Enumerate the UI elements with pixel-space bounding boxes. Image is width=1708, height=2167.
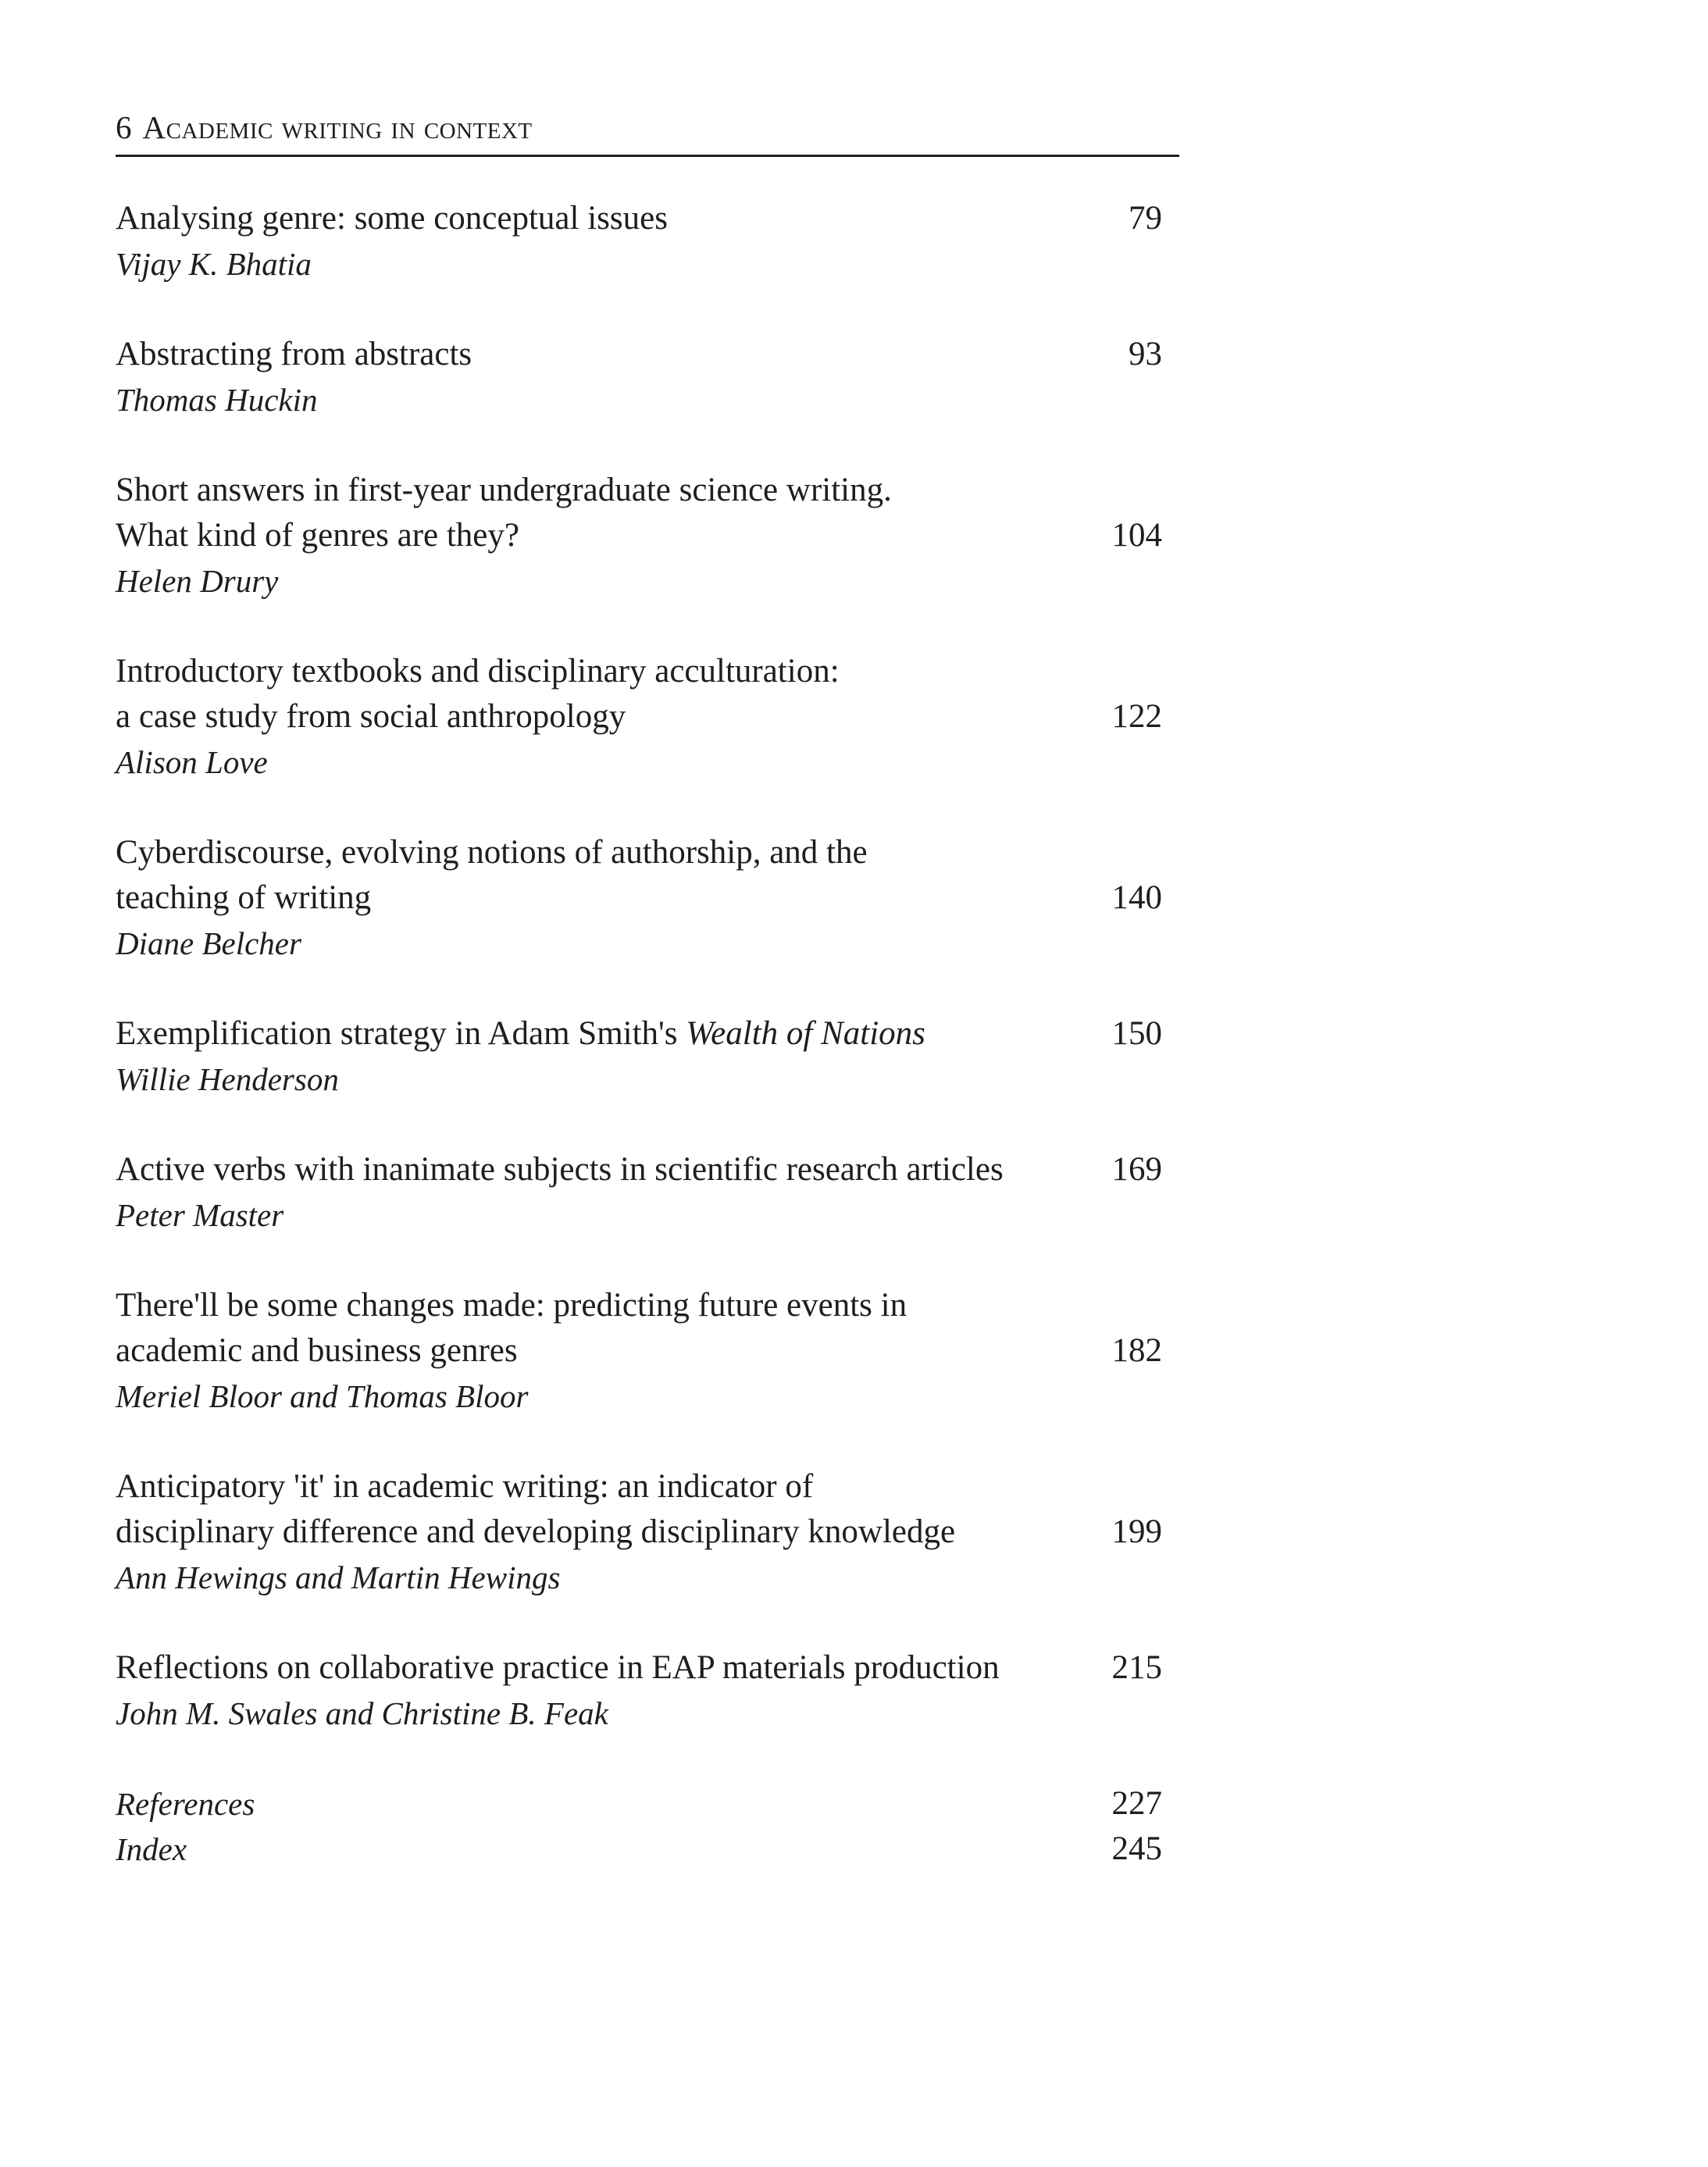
toc-entry[interactable] xyxy=(116,196,1162,287)
toc-entry[interactable] xyxy=(116,1283,1162,1419)
toc-back-matter-label: References xyxy=(116,1786,255,1822)
toc-title-line: Introductory textbooks and disciplinary acculturation: xyxy=(116,653,840,690)
toc-title-line: disciplinary difference and developing disciplinary knowledge xyxy=(116,1513,956,1550)
toc-page-number: 104 xyxy=(1111,517,1162,554)
toc-title-line: Analysing genre: some conceptual issues xyxy=(116,200,668,237)
page-number: 6 xyxy=(116,109,132,145)
toc-page-number: 93 xyxy=(1129,336,1162,372)
toc-page-number: 182 xyxy=(1111,1332,1162,1369)
running-head xyxy=(116,109,1179,157)
toc-entry[interactable] xyxy=(116,1645,1162,1736)
toc-page xyxy=(116,109,1179,1872)
toc-title-line: Anticipatory 'it' in academic writing: an indicator of xyxy=(116,1468,814,1505)
toc-page-number: 140 xyxy=(1111,879,1162,916)
toc-page-number: 227 xyxy=(1111,1785,1162,1822)
toc-title-line: a case study from social anthropology xyxy=(116,698,626,735)
toc-author: Ann Hewings and Martin Hewings xyxy=(116,1559,561,1595)
toc-author: Willie Henderson xyxy=(116,1061,339,1097)
toc-page-number: 150 xyxy=(1111,1015,1162,1052)
toc-entry[interactable] xyxy=(116,332,1162,422)
toc-entry-references[interactable] xyxy=(116,1781,1162,1827)
toc-title-line: Active verbs with inanimate subjects in scientific research articles xyxy=(116,1151,1004,1188)
toc-entry[interactable] xyxy=(116,1011,1162,1102)
toc-title-line: What kind of genres are they? xyxy=(116,517,519,554)
toc-title-line: Short answers in first-year undergraduate science writing. xyxy=(116,472,892,508)
toc-entry[interactable] xyxy=(116,649,1162,785)
toc-author: Peter Master xyxy=(116,1197,284,1233)
toc-entry[interactable] xyxy=(116,1147,1162,1238)
table-of-contents xyxy=(116,196,1179,1872)
toc-author: Meriel Bloor and Thomas Bloor xyxy=(116,1378,529,1414)
toc-author: John M. Swales and Christine B. Feak xyxy=(116,1695,608,1731)
running-title: Academic writing in context xyxy=(142,109,533,145)
toc-author: Helen Drury xyxy=(116,563,279,599)
toc-title-line: teaching of writing xyxy=(116,879,372,916)
toc-title-book-name: Wealth of Nations xyxy=(686,1015,925,1052)
toc-author: Thomas Huckin xyxy=(116,382,318,418)
toc-entry-index[interactable] xyxy=(116,1827,1162,1872)
toc-title-line: Abstracting from abstracts xyxy=(116,336,472,372)
toc-page-number: 199 xyxy=(1111,1513,1162,1550)
toc-title-line: Cyberdiscourse, evolving notions of authorship, and the xyxy=(116,834,868,871)
toc-title-line: academic and business genres xyxy=(116,1332,518,1369)
toc-page-number: 169 xyxy=(1111,1151,1162,1188)
toc-title-text: Exemplification strategy in Adam Smith's xyxy=(116,1015,686,1052)
toc-page-number: 79 xyxy=(1129,200,1162,237)
toc-title-line: There'll be some changes made: predicting future events in xyxy=(116,1287,907,1324)
toc-author: Alison Love xyxy=(116,744,268,780)
toc-author: Diane Belcher xyxy=(116,925,301,961)
toc-entry[interactable] xyxy=(116,1464,1162,1600)
toc-page-number: 215 xyxy=(1111,1649,1162,1686)
toc-page-number: 122 xyxy=(1111,698,1162,735)
toc-author: Vijay K. Bhatia xyxy=(116,246,312,282)
toc-title-line xyxy=(116,1011,1037,1057)
toc-back-matter-label: Index xyxy=(116,1831,187,1867)
toc-page-number: 245 xyxy=(1111,1830,1162,1867)
toc-entry[interactable] xyxy=(116,468,1162,604)
toc-title-line: Reflections on collaborative practice in EAP materials production xyxy=(116,1649,1000,1686)
toc-entry[interactable] xyxy=(116,830,1162,966)
